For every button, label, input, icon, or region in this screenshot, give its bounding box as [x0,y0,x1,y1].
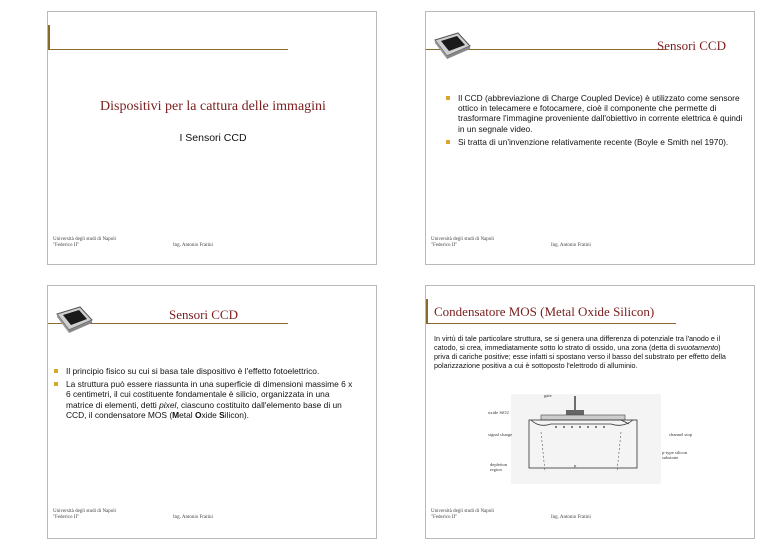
slide-title-text: Sensori CCD [657,38,726,53]
footer-institution [431,509,494,521]
bullet-text: Si tratta di un'invenzione relativamente recente (Boyle e Smith nel 1970). [458,136,729,147]
ccd-chip-icon [432,30,472,60]
paragraph-text: In virtù di tale particolare struttura, se si genera una differenza di potenziale tra l'anodo e il catodo, si crea, immediatamente sotto lo strato di ossido, una zona (detta di [434,334,721,352]
label-p: p [574,463,577,468]
corner-line [426,323,676,324]
bullet-icon [54,369,58,373]
footer-institution-line2: "Federico II" [431,515,458,520]
ccd-chip-icon [54,304,94,334]
footer-institution [53,237,116,249]
label-ptype-substrate [662,450,687,460]
footer-institution-line2: "Federico II" [53,243,80,248]
bullet-item [54,379,359,420]
bullet-text-part: etal [179,409,195,420]
bullet-text [66,379,352,420]
emphasis-pixel: pixel [159,399,177,410]
label-depletion-line2: region [490,467,502,473]
footer-author: Ing. Antonio Fratini [551,243,591,248]
footer-institution-line2: "Federico II" [431,243,458,248]
footer-author: Ing. Antonio Fratini [173,515,213,520]
corner-accent [48,25,50,49]
slide-title [47,11,377,265]
footer-institution-line1: Università degli studi di Napoli [431,509,495,514]
emphasis-svuotamento: svuotamento [676,343,719,352]
footer-institution-line2: "Federico II" [53,515,80,520]
footer-institution [53,509,116,521]
label-depletion-region [490,462,507,472]
slide-mos-capacitor [425,285,755,539]
corner-line [48,49,288,50]
bullet-item [446,137,746,147]
slide-title-text: Condensatore MOS (Metal Oxide Silicon) [434,304,655,319]
slide-title-text: Dispositivi per la cattura delle immagini [100,99,326,114]
bullet-icon [446,140,450,144]
label-signal-charge: signal charge [488,432,513,437]
footer-author: Ing. Antonio Fratini [173,243,213,248]
bold-letter: O [194,409,202,420]
slide-ccd-intro [425,11,755,265]
label-depletion-line1: depletion [490,462,508,467]
bullet-list [54,366,359,423]
bold-letter: S [219,409,225,420]
paragraph-text: ) priva di cariche positive; esse infatti si spostano verso il basso del substrato per effetto della polarizzazione positiva a cui è sottoposto l'elettrodo di alluminio. [434,343,726,370]
slide-ccd-principle [47,285,377,539]
bullet-text-part: La struttura può essere riassunta in una superficie di dimensioni massime 6 x 6 centimetri, il cui costituente fondamentale è silicio, organizzata in una matrice di elementi, detti [66,379,353,410]
footer-institution-line1: Università degli studi di Napoli [53,237,117,242]
footer-institution-line1: Università degli studi di Napoli [431,237,495,242]
slide-paragraph [434,334,734,370]
bullet-icon [54,382,58,386]
bullet-icon [446,96,450,100]
bold-letter: M [172,409,180,420]
bullet-text-part: xide [201,409,220,420]
bullet-item [446,93,746,134]
bullet-text: Il CCD (abbreviazione di Charge Coupled Device) è utilizzato come sensore ottico in telecamere e fotocamere, cioè il componente che permette di trasformare l'immagine proveniente dall'obiettivo in corrente elettrica è quindi in un segnale video. [458,93,743,134]
bullet-text-part: , ciascuno costituito dall'elemento base di un CCD, il condensatore MOS ( [66,399,342,420]
footer-institution [431,237,494,249]
footer-author: Ing. Antonio Fratini [551,515,591,520]
label-gate: gate [544,393,552,398]
bullet-text-part: ilicon). [224,409,249,420]
bullet-item [54,366,359,376]
bullet-text: Il principio fisico su cui si basa tale dispositivo è l'effetto fotoelettrico. [66,366,320,376]
label-channel-stop: channel stop [669,432,693,437]
slide-subtitle: I Sensori CCD [179,132,247,144]
label-oxide: oxide SiO2 [488,410,509,415]
label-ptype-line1: p-type silicon [662,450,688,455]
label-ptype-line2: substrate [662,455,679,461]
slide-title-text: Sensori CCD [169,307,238,322]
corner-accent [426,299,428,323]
bullet-list [446,93,746,150]
footer-institution-line1: Università degli studi di Napoli [53,509,117,514]
mos-capacitor-diagram [511,394,661,484]
